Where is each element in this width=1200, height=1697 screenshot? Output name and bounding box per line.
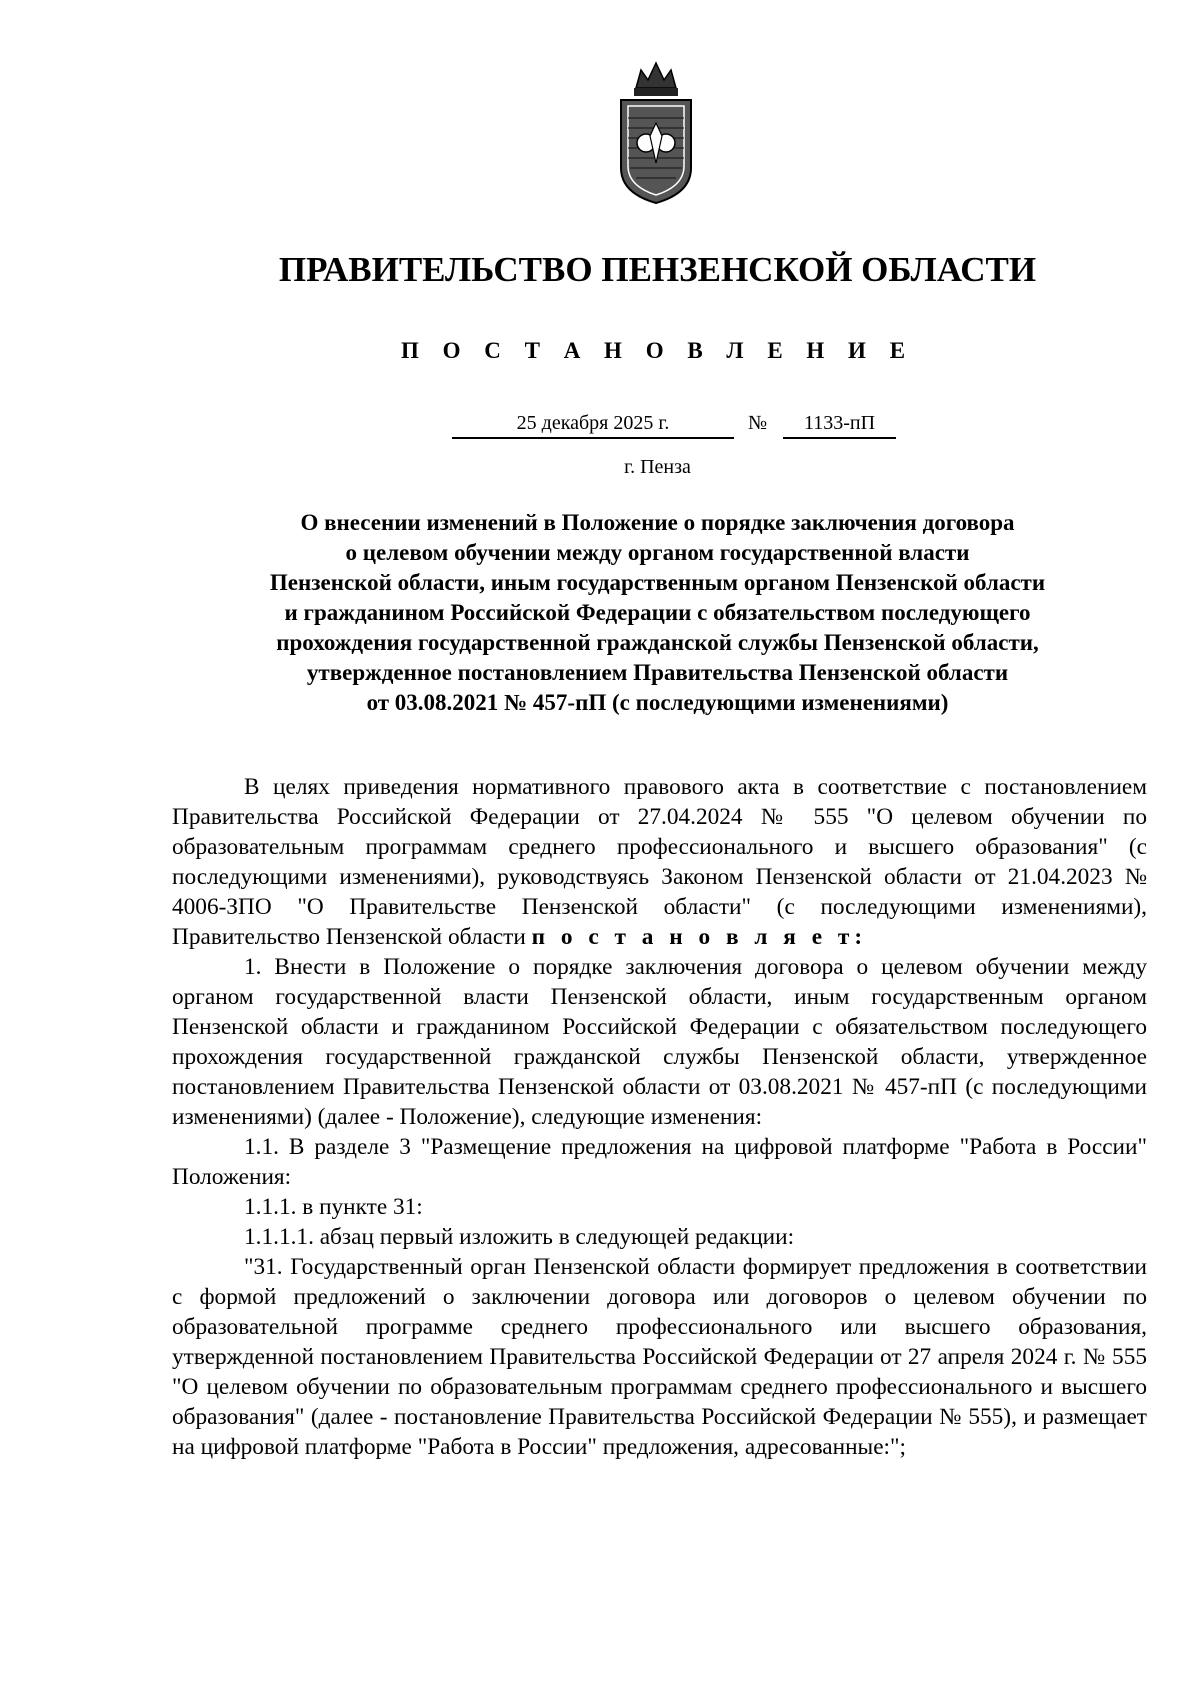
heading-line: О внесении изменений в Положение о порядке заключения договора: [300, 510, 1015, 535]
paragraph-1-1: 1.1. В разделе 3 "Размещение предложения на цифровой платформе "Работа в России" Положения:: [172, 1134, 1147, 1190]
decree-heading: [170, 508, 1145, 718]
city: г. Пенза: [624, 456, 691, 478]
paragraph-1-1-1: 1.1.1. в пункте 31:: [244, 1194, 423, 1220]
resolves-word: п о с т а н о в л я е т:: [531, 924, 868, 950]
decree-date: 25 декабря 2025 г.: [452, 412, 734, 439]
heading-line: Пензенской области, иным государственным органом Пензенской области: [269, 570, 1046, 595]
decree-label: П О С Т А Н О В Л Е Н И Е: [400, 338, 915, 363]
decree-number: 1133-пП: [783, 412, 896, 439]
heading-line: прохождения государственной гражданской службы Пензенской области,: [276, 630, 1039, 655]
paragraph-31: "31. Государственный орган Пензенской области формирует предложения в соответствии с формой предложений о заключении договора или договоров о целевом обучении по образовательной программе среднего профессионального или высшего образования, утвержденной постановлением Правительства Российской Федерации от 27 апреля 2024 г. № 555 "О целевом обучении по образовательным программам среднего профессионального и высшего образования" (далее - постановление Правительства Российской Федерации № 555), и размещает на цифровой платформе "Работа в России" предложения, адресованные:";: [172, 1254, 1147, 1460]
decree-body: [172, 772, 1147, 1462]
government-title: ПРАВИТЕЛЬСТВО ПЕНЗЕНСКОЙ ОБЛАСТИ: [278, 250, 1037, 289]
heading-line: от 03.08.2021 № 457-пП (с последующими изменениями): [366, 690, 949, 715]
heading-line: о целевом обучении между органом государственной власти: [345, 540, 970, 565]
paragraph-1-1-1-1: 1.1.1.1. абзац первый изложить в следующей редакции:: [244, 1224, 795, 1250]
heading-line: и гражданином Российской Федерации с обязательством последующего: [284, 600, 1031, 625]
heading-line: утвержденное постановлением Правительства Пензенской области: [306, 660, 1009, 685]
preamble-text: В целях приведения нормативного правового акта в соответствие с постановлением Правительства Российской Федерации от 27.04.2024 № 555 "О целевом обучении по образовательным программам среднего профессионального и высшего образования" (с последующими изменениями), руководствуясь Законом Пензенской области от 21.04.2023 № 4006-ЗПО "О Правительстве Пензенской области" (с последующими изменениями), Правительство Пензенской области: [172, 774, 1147, 950]
preamble-paragraph: [172, 772, 1147, 952]
paragraph-1: 1. Внести в Положение о порядке заключения договора о целевом обучении между органом государственной власти Пензенской области, иным государственным органом Пензенской области и гражданином Российской Федерации с обязательством последующего прохождения государственной гражданской службы Пензенской области, утвержденное постановлением Правительства Пензенской области от 03.08.2021 № 457-пП (с последующими изменениями) (далее - Положение), следующие изменения:: [172, 954, 1147, 1130]
number-sign: №: [748, 412, 768, 434]
coat-of-arms-emblem: [606, 58, 706, 208]
